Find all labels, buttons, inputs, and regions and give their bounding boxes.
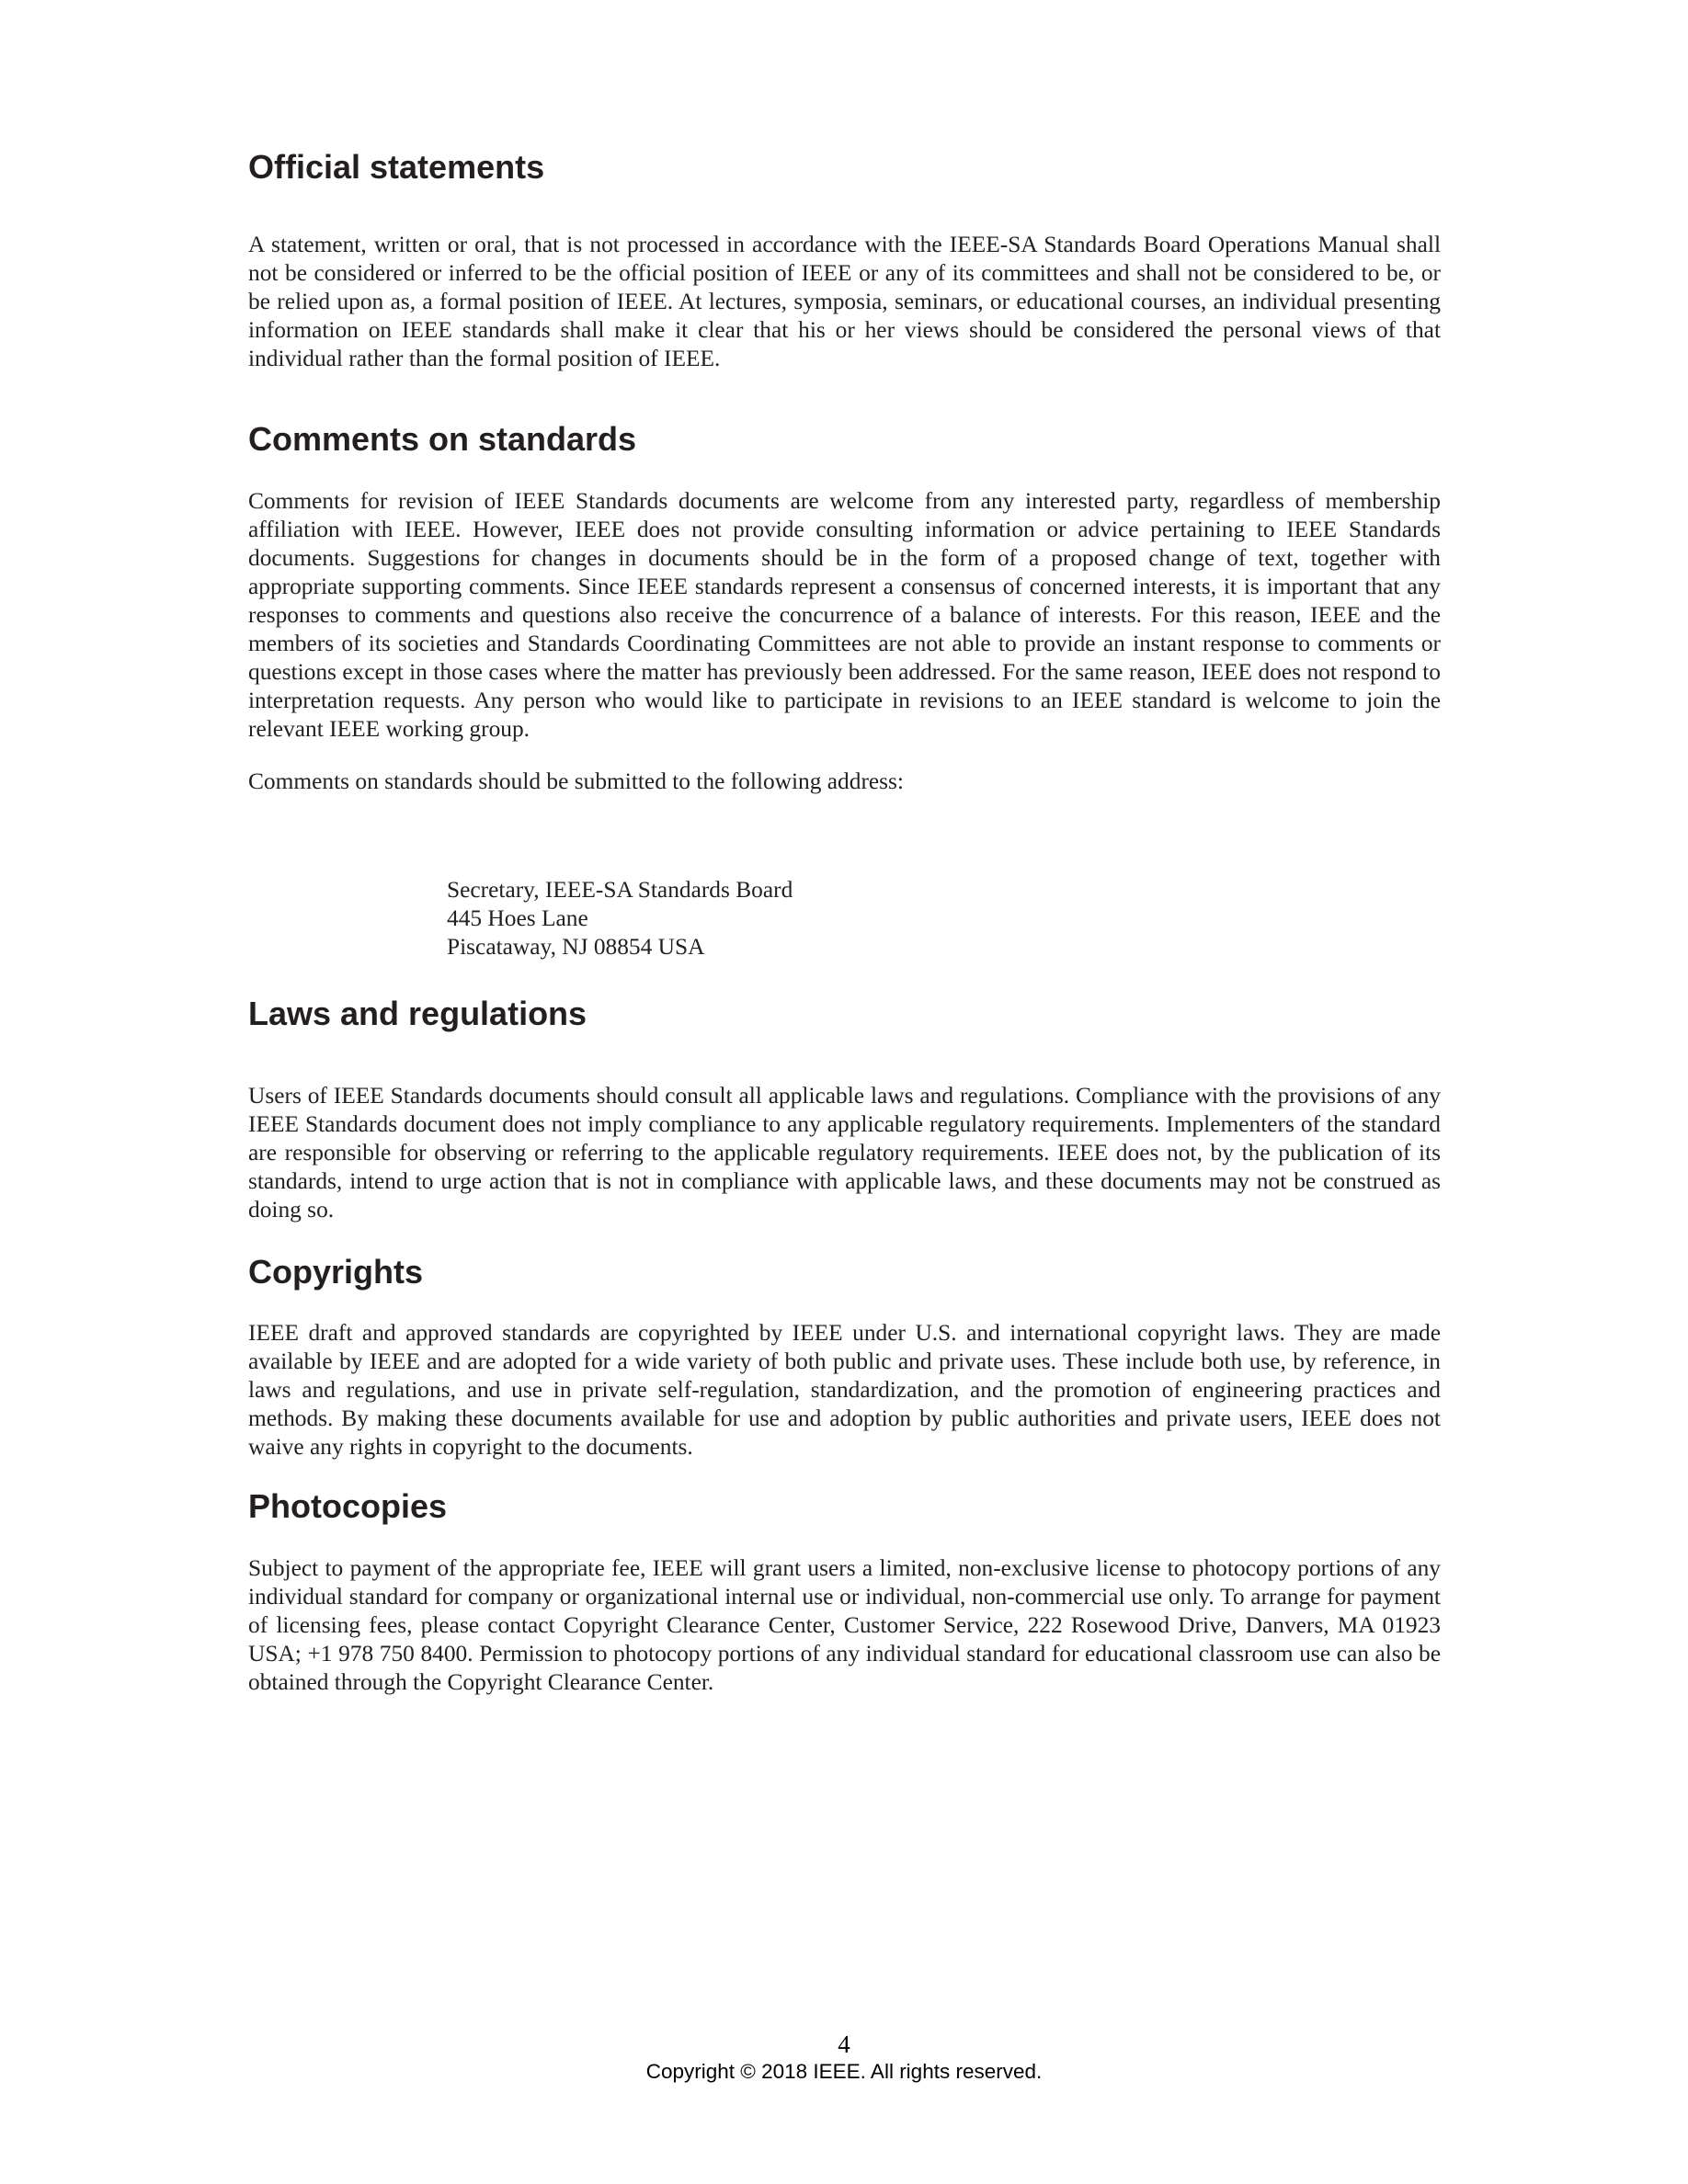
heading-copyrights: Copyrights (248, 1253, 424, 1291)
copyright-notice: Copyright © 2018 IEEE. All rights reserved. (645, 2060, 1043, 2083)
paragraph-photocopies: Subject to payment of the appropriate fee, IEEE will grant users a limited, non-exclusive license to photocopy portions of any individual standard for company or organizational internal use or individual, non-commercial use only. To arrange for payment of licensing fees, please contact Copyright Clearance Center, Customer Service, 222 Rosewood Drive, Danvers, MA 01923 USA; +1 978 750 8400. Permission to photocopy portions of any individual standard for educational classroom use can also be obtained through the Copyright Clearance Center. (248, 1555, 1441, 1695)
heading-photocopies: Photocopies (248, 1487, 448, 1525)
page-number: 4 (838, 2030, 850, 2058)
paragraph-official-statements: A statement, written or oral, that is not processed in accordance with the IEEE-SA Standards Board Operations Manual shall not be considered or inferred to be the official position of IEEE or any of its committees and shall not be considered to be, or be relied upon as, a formal position of IEEE. At lectures, symposia, seminars, or educational courses, an individual presenting information on IEEE standards shall make it clear that his or her views should be considered the personal views of that individual rather than the formal position of IEEE. (248, 232, 1441, 371)
address-line: Secretary, IEEE-SA Standards Board (447, 877, 793, 903)
address-line: Piscataway, NJ 08854 USA (447, 934, 705, 960)
mailing-address (447, 876, 793, 961)
paragraph-comments-on-standards: Comments for revision of IEEE Standards documents are welcome from any interested party, regardless of membership affiliation with IEEE. However, IEEE does not provide consulting information or advice pertaining to IEEE Standards documents. Suggestions for changes in documents should be in the form of a proposed change of text, together with appropriate supporting comments. Since IEEE standards represent a consensus of concerned interests, it is important that any responses to comments and questions also receive the concurrence of a balance of interests. For this reason, IEEE and the members of its societies and Standards Coordinating Committees are not able to provide an instant response to comments or questions except in those cases where the matter has previously been addressed. For the same reason, IEEE does not respond to interpretation requests. Any person who would like to participate in revisions to an IEEE standard is welcome to join the relevant IEEE working group. (248, 488, 1441, 742)
heading-laws-and-regulations: Laws and regulations (248, 995, 587, 1032)
paragraph-copyrights: IEEE draft and approved standards are copyrighted by IEEE under U.S. and international copyright laws. They are made available by IEEE and are adopted for a wide variety of both public and private uses. These include both use, by reference, in laws and regulations, and use in private self-regulation, standardization, and the promotion of engineering practices and methods. By making these documents available for use and adoption by public authorities and private users, IEEE does not waive any rights in copyright to the documents. (248, 1320, 1441, 1460)
heading-official-statements: Official statements (248, 148, 545, 186)
paragraph-laws-and-regulations: Users of IEEE Standards documents should consult all applicable laws and regulations. Compliance with the provisions of any IEEE Standards document does not imply compliance to any applicable regulatory requirements. Implementers of the standard are responsible for observing or referring to the applicable regulatory requirements. IEEE does not, by the publication of its standards, intend to urge action that is not in compliance with applicable laws, and these documents may not be construed as doing so. (248, 1083, 1441, 1223)
address-line: 445 Hoes Lane (447, 905, 588, 931)
heading-comments-on-standards: Comments on standards (248, 420, 637, 458)
paragraph-comments-submission: Comments on standards should be submitted to the following address: (248, 768, 904, 794)
